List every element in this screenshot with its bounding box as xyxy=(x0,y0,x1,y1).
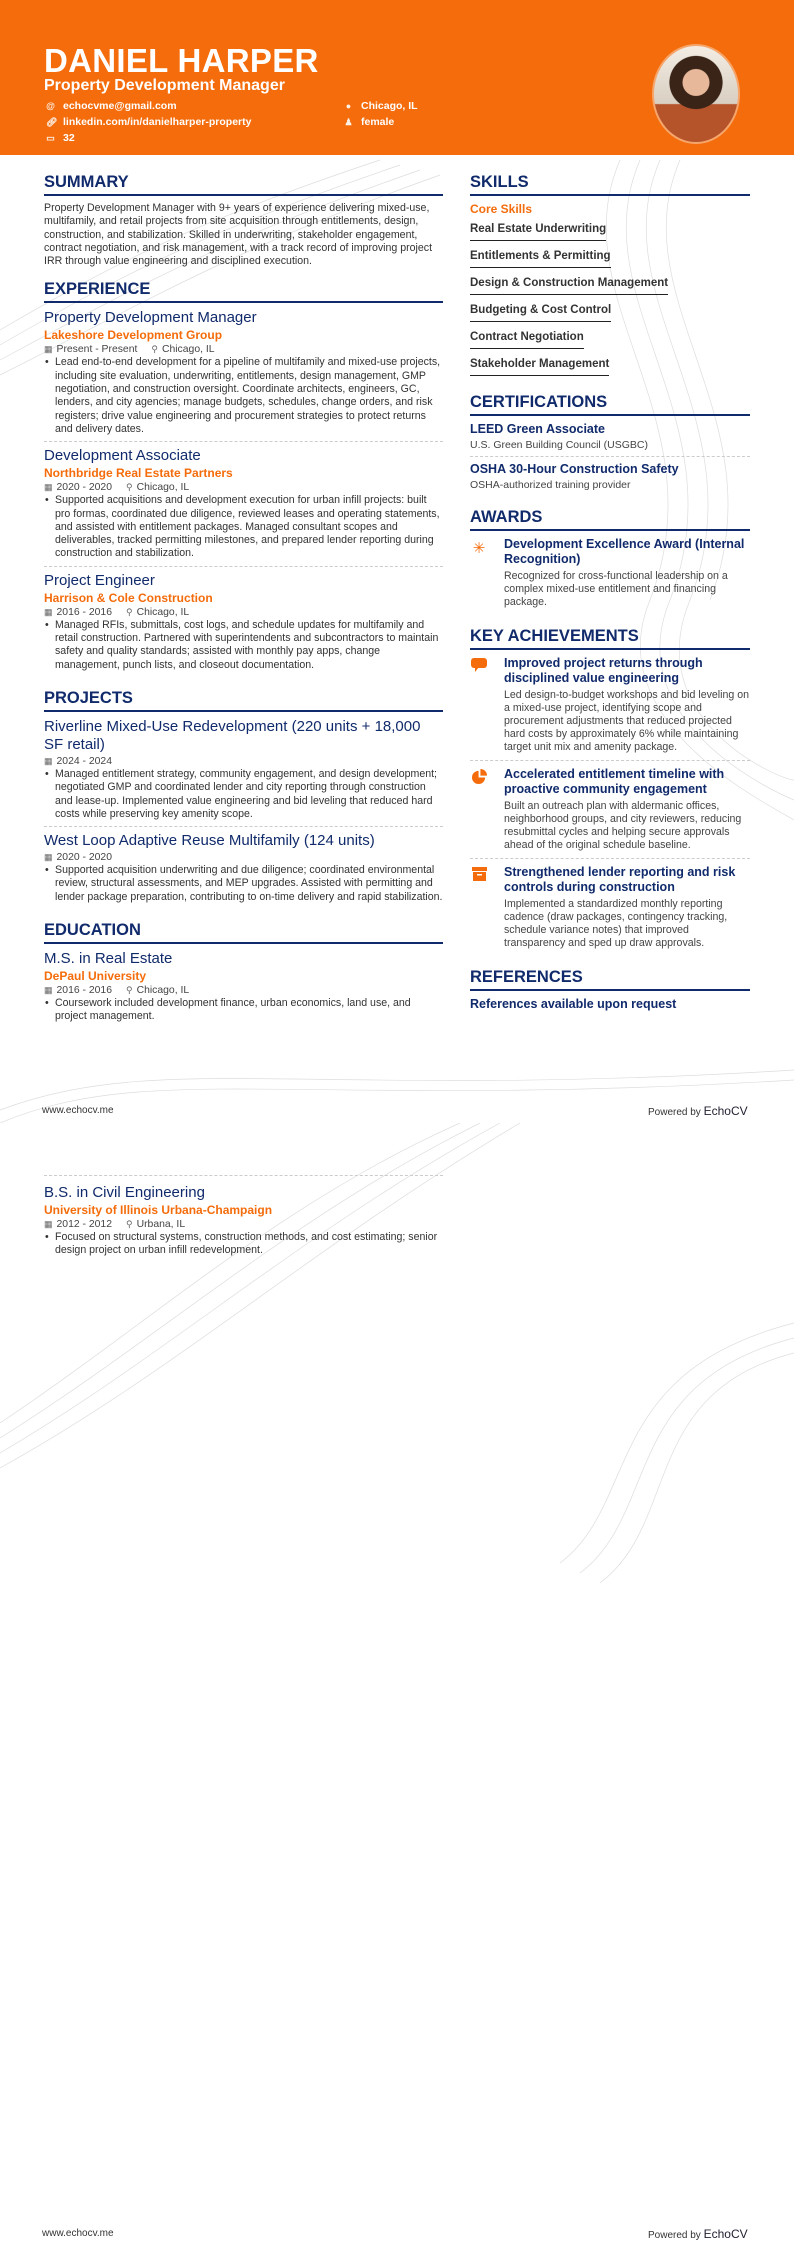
map-pin-icon: ⚲ xyxy=(125,606,133,617)
contact-age xyxy=(46,132,75,144)
brand-name: EchoCV xyxy=(703,2227,748,2241)
speech-bubble-icon xyxy=(470,656,488,754)
calendar-icon: ▦ xyxy=(44,852,53,863)
section-heading: PROJECTS xyxy=(44,689,443,712)
references-text: References available upon request xyxy=(470,997,677,1011)
star-burst-icon: ✳ xyxy=(472,540,486,557)
company-name: Lakeshore Development Group xyxy=(44,328,223,343)
skill-item: Real Estate Underwriting xyxy=(470,223,606,241)
education-dates: 2016 - 2016 xyxy=(56,985,112,997)
achievement-description: Led design-to-budget workshops and bid leveling on a mixed-use project, identifying scope and procurement adjustments that reduced projected hard costs by approximately 6% while maintaining target unit mix and amenity package. xyxy=(504,689,750,753)
experience-section xyxy=(44,280,443,676)
section-heading: AWARDS xyxy=(470,508,750,531)
calendar-icon: ▦ xyxy=(44,344,53,355)
project-dates: 2020 - 2020 xyxy=(56,852,112,864)
project-title: Riverline Mixed-Use Redevelopment (220 units + 18,000 SF retail) xyxy=(44,717,421,753)
education-location: Urbana, IL xyxy=(136,1219,186,1230)
award-description: Recognized for cross-functional leadership on a complex mixed-use entitlement and financing package. xyxy=(504,570,728,608)
skills-section xyxy=(470,173,750,381)
project-bullet: • Managed entitlement strategy, community engagement, and design development; negotiated GMP and coordinated lender and city reporting through construction and lease-up. Implemented value engineering and bid leveling that reduced hard costs while preserving key amenity scope. xyxy=(44,768,443,821)
award-entry xyxy=(470,537,750,615)
map-pin-icon: ● xyxy=(345,101,352,111)
footer-site-link[interactable]: www.echocv.me xyxy=(42,2228,114,2239)
achievement-entry xyxy=(470,656,750,761)
person-icon: ♟ xyxy=(344,116,353,127)
contact-email[interactable] xyxy=(46,100,177,112)
section-heading: EXPERIENCE xyxy=(44,280,443,303)
certification-issuer: U.S. Green Building Council (USGBC) xyxy=(470,439,648,451)
map-pin-icon: ⚲ xyxy=(125,1219,133,1229)
project-entry xyxy=(44,832,443,909)
footer-site-link[interactable]: www.echocv.me xyxy=(42,1105,114,1116)
candidate-name: DANIEL HARPER xyxy=(44,42,319,79)
left-column xyxy=(44,173,443,1041)
summary-section xyxy=(44,173,443,268)
education-section xyxy=(44,921,443,1029)
email-text: echocvme@gmail.com xyxy=(63,100,177,112)
footer-powered-by[interactable] xyxy=(648,2227,748,2241)
skill-item: Budgeting & Cost Control xyxy=(470,304,611,322)
job-location: Chicago, IL xyxy=(136,482,190,494)
link-icon: 🔗︎ xyxy=(46,116,58,127)
background-wave-decoration xyxy=(0,1123,794,2246)
achievement-description: Implemented a standardized monthly reporting cadence (draw packages, contingency tracking, schedule variance notes) that improved transparency and sped up draw approvals. xyxy=(504,898,728,949)
left-column-continued xyxy=(44,1175,443,1268)
company-name: Harrison & Cole Construction xyxy=(44,590,213,605)
school-name: DePaul University xyxy=(44,969,147,984)
job-bullet: • Supported acquisitions and development execution for urban infill projects: built pro formas, coordinated due diligence, reviewed leases and operating statements, and assisted with entitlement packages. Managed consultant scopes and deliverables, tracked permitting milestones, and prepared lender reporting during construction and stabilization. xyxy=(44,494,443,560)
projects-section xyxy=(44,689,443,909)
skill-group-title: Core Skills xyxy=(470,202,533,216)
summary-text: Property Development Manager with 9+ years of experience delivering mixed-use, multifamily, and retail projects from site acquisition through entitlements, design, construction, and stabilization. Skilled in underwriting, stakeholder engagement, contract negotiation, and risk management, with a track record of improving project IRR through value engineering and disciplined execution. xyxy=(44,202,433,268)
certifications-section xyxy=(470,393,750,496)
experience-entry xyxy=(44,572,443,677)
right-column xyxy=(470,173,750,1023)
calendar-icon: ▦ xyxy=(44,482,53,493)
resume-page-2 xyxy=(0,1123,794,2246)
certification-entry xyxy=(470,462,750,496)
calendar-icon: ▦ xyxy=(44,985,53,996)
powered-by-text: Powered by xyxy=(648,2230,701,2241)
calendar-icon: ▭ xyxy=(46,132,55,143)
section-heading: CERTIFICATIONS xyxy=(470,393,750,416)
linkedin-text: linkedin.com/in/danielharper-property xyxy=(63,116,252,128)
skill-item: Design & Construction Management xyxy=(470,277,668,295)
certification-name: OSHA 30-Hour Construction Safety xyxy=(470,462,679,476)
job-location: Chicago, IL xyxy=(161,344,215,356)
skill-item: Entitlements & Permitting xyxy=(470,250,611,268)
map-pin-icon: ⚲ xyxy=(125,482,133,493)
achievement-title: Strengthened lender reporting and risk controls during construction xyxy=(504,865,736,894)
calendar-icon: ▦ xyxy=(44,1219,53,1229)
education-location: Chicago, IL xyxy=(136,985,190,997)
education-dates: 2012 - 2012 xyxy=(56,1219,112,1230)
job-title: Property Development Manager xyxy=(44,309,257,327)
references-section xyxy=(470,968,750,1011)
gender-text: female xyxy=(361,116,395,128)
avatar xyxy=(652,44,740,144)
pie-chart-icon xyxy=(470,767,488,852)
job-bullet: • Lead end-to-end development for a pipeline of multifamily and mixed-use projects, including site evaluation, underwriting, entitlements, design management, GMP negotiation, and construction oversight. Coordinate architects, engineers, GC, lenders, and city agencies; manage budgets, schedules, change orders, and risk registers; drive value engineering and procurement strategies to protect returns and delivery dates. xyxy=(44,356,443,436)
school-name: University of Illinois Urbana-Champaign xyxy=(44,1203,273,1217)
project-title: West Loop Adaptive Reuse Multifamily (124 units) xyxy=(44,832,375,850)
degree: B.S. in Civil Engineering xyxy=(44,1184,205,1201)
section-heading: KEY ACHIEVEMENTS xyxy=(470,627,750,650)
experience-entry xyxy=(44,447,443,566)
achievement-title: Improved project returns through disciplined value engineering xyxy=(504,656,703,685)
map-pin-icon: ⚲ xyxy=(125,985,133,996)
education-bullet: • Focused on structural systems, construction methods, and cost estimating; senior design project on urban infill redevelopment. xyxy=(44,1231,443,1258)
degree: M.S. in Real Estate xyxy=(44,950,173,968)
achievement-description: Built an outreach plan with aldermanic offices, neighborhood groups, and city reviewers, reducing resubmittal cycles and helping secure approvals ahead of the original schedule baseline. xyxy=(504,800,742,851)
job-dates: 2016 - 2016 xyxy=(56,606,112,618)
project-entry xyxy=(44,718,443,827)
job-title: Project Engineer xyxy=(44,571,155,589)
job-bullet: • Managed RFIs, submittals, cost logs, and schedule updates for multifamily and retail construction. Partnered with superintendents and subcontractors to maintain safety and quality standards; assisted with monthly pay apps, change management, punch lists, and closeout documentation. xyxy=(44,619,443,672)
project-dates: 2024 - 2024 xyxy=(56,755,112,767)
powered-by-text: Powered by xyxy=(648,1107,701,1118)
age-text: 32 xyxy=(63,132,75,144)
section-heading: REFERENCES xyxy=(470,968,750,991)
contact-location xyxy=(344,100,418,112)
achievement-entry xyxy=(470,767,750,859)
education-entry xyxy=(44,950,443,1029)
achievement-title: Accelerated entitlement timeline with proactive community engagement xyxy=(504,767,725,796)
job-dates: 2020 - 2020 xyxy=(56,482,112,494)
contact-linkedin[interactable] xyxy=(46,116,251,128)
award-title: Development Excellence Award (Internal Recognition) xyxy=(504,537,745,566)
experience-entry xyxy=(44,309,443,442)
brand-name: EchoCV xyxy=(703,1104,748,1118)
calendar-icon: ▦ xyxy=(44,755,53,766)
achievements-section xyxy=(470,627,750,956)
candidate-title: Property Development Manager xyxy=(44,77,285,94)
company-name: Northbridge Real Estate Partners xyxy=(44,466,233,481)
certification-entry xyxy=(470,422,750,457)
education-entry xyxy=(44,1175,443,1263)
education-bullet: • Coursework included development finance, urban economics, land use, and project management. xyxy=(44,997,443,1024)
job-dates: Present - Present xyxy=(56,344,138,356)
resume-header xyxy=(0,0,794,155)
certification-issuer: OSHA-authorized training provider xyxy=(470,479,631,491)
job-title: Development Associate xyxy=(44,447,201,465)
contact-gender xyxy=(344,116,394,128)
footer-powered-by[interactable] xyxy=(648,1104,748,1118)
map-pin-icon: ⚲ xyxy=(151,344,158,355)
project-bullet: • Supported acquisition underwriting and due diligence; coordinated environmental review, structural assessments, and MEP upgrades. Assisted with permitting and lender package preparation, contributing to on-time delivery and rapid stabilization. xyxy=(44,864,443,904)
location-text: Chicago, IL xyxy=(361,100,418,112)
section-heading: SUMMARY xyxy=(44,173,443,196)
at-icon: @ xyxy=(46,101,55,111)
certification-name: LEED Green Associate xyxy=(470,422,606,436)
achievement-entry xyxy=(470,865,750,956)
section-heading: SKILLS xyxy=(470,173,750,196)
job-location: Chicago, IL xyxy=(136,606,190,618)
awards-section xyxy=(470,508,750,615)
skill-item: Contract Negotiation xyxy=(470,331,584,349)
archive-box-icon xyxy=(470,865,488,950)
calendar-icon: ▦ xyxy=(44,606,53,617)
section-heading: EDUCATION xyxy=(44,921,443,944)
skill-item: Stakeholder Management xyxy=(470,358,609,376)
